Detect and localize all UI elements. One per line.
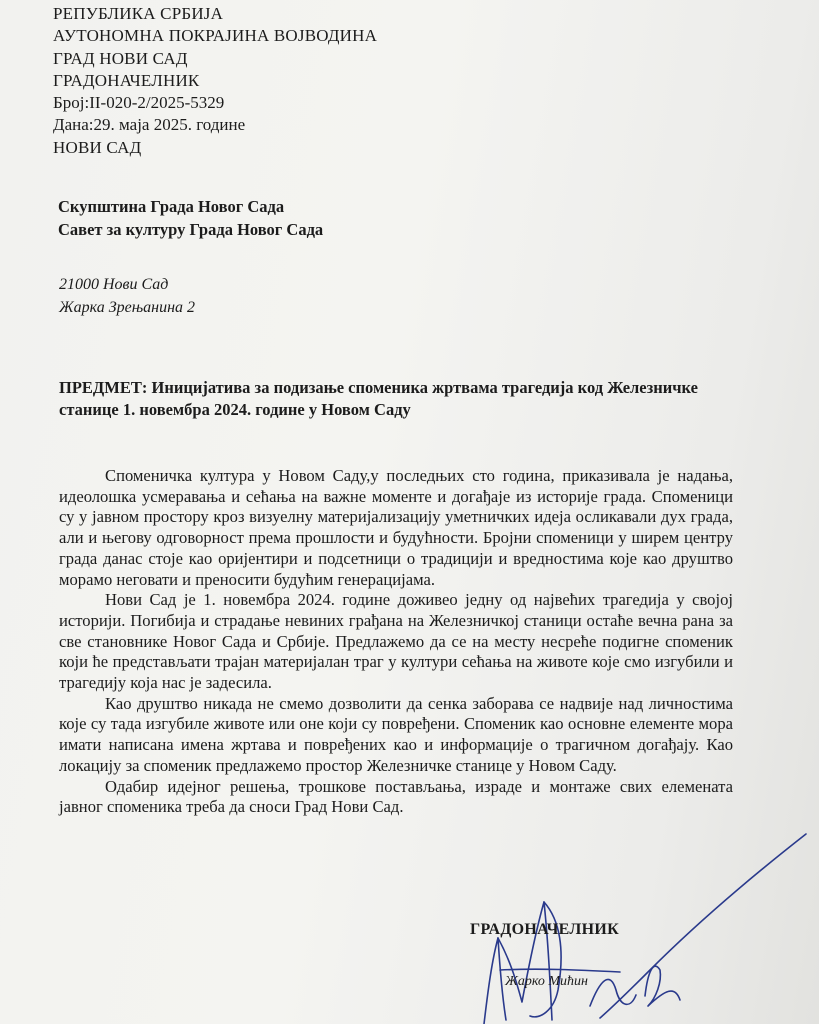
subject-separator: : bbox=[141, 378, 152, 397]
body-paragraph: Споменичка култура у Новом Саду,у последњих сто година, приказивала је надања, идеолошка усмеравања и сећања на важне моменте и догађаје из историје града. Споменици су у јавном простору кроз визуелну материјализацију уметничких идеја осликавали дух града, али и његову одговорност према прошлости и будућности. Бројни споменици у ширем центру града данас стоје као оријентири и подсетници о традицији и вредностима које као друштво морамо неговати и преносити будућим генерацијама. bbox=[59, 466, 733, 589]
letter-body bbox=[59, 466, 733, 818]
subject bbox=[59, 377, 759, 420]
letterhead-city: ГРАД НОВИ САД bbox=[53, 48, 188, 68]
signature-name: Жарко Мићин bbox=[505, 974, 588, 989]
subject-text: Иницијатива за подизање споменика жртвама трагедија код Железничке станице 1. новембра 2024. године у Новом Саду bbox=[59, 378, 698, 419]
document-place: НОВИ САД bbox=[53, 137, 142, 157]
letterhead-office: ГРАДОНАЧЕЛНИК bbox=[53, 70, 200, 90]
document-date: Дана:29. маја 2025. године bbox=[53, 115, 246, 135]
address-postal: 21000 Нови Сад bbox=[59, 276, 169, 293]
recipient-address bbox=[59, 273, 195, 319]
letterhead-country: РЕПУБЛИКА СРБИЈА bbox=[53, 4, 224, 23]
recipient-council: Савет за културу Града Новог Сада bbox=[58, 220, 324, 239]
letterhead-province: АУТОНОМНА ПОКРАЈИНА ВОЈВОДИНА bbox=[53, 26, 378, 46]
recipient-assembly: Скупштина Града Новог Сада bbox=[58, 197, 285, 216]
body-paragraph: Нови Сад је 1. новембра 2024. године доживео једну од највећих трагедија у својој историји. Погибија и страдање невиних грађана на Железничкој станици остаће вечна рана за све становнике Новог Сада и Србије. Предлажемо да се на месту несреће подигне споменик који ће представљати трајан материјалан траг у култури сећања на животе које смо изгубили и трагедију која нас је задесила. bbox=[59, 590, 733, 693]
letterhead bbox=[53, 3, 377, 159]
address-street: Жарка Зрењанина 2 bbox=[59, 299, 196, 316]
body-paragraph: Као друштво никада не смемо дозволити да сенка заборава се надвије над личностима које су тада изгубиле животе или оне који су повређени. Споменик као основне елементе мора имати написана имена жртава и повређених као и информације о трагичном догађају. Као локацију за споменик предлажемо простор Железничке станице у Новом Саду. bbox=[59, 693, 733, 775]
recipients bbox=[58, 195, 323, 241]
body-paragraph: Одабир идејног решења, трошкове постављања, израде и монтаже свих елемената јавног споменика треба да сноси Град Нови Сад. bbox=[59, 776, 733, 817]
document-number: Број:II-020-2/2025-5329 bbox=[53, 93, 225, 113]
subject-label: ПРЕДМЕТ bbox=[59, 378, 142, 397]
signature-title: ГРАДОНАЧЕЛНИК bbox=[470, 921, 620, 938]
